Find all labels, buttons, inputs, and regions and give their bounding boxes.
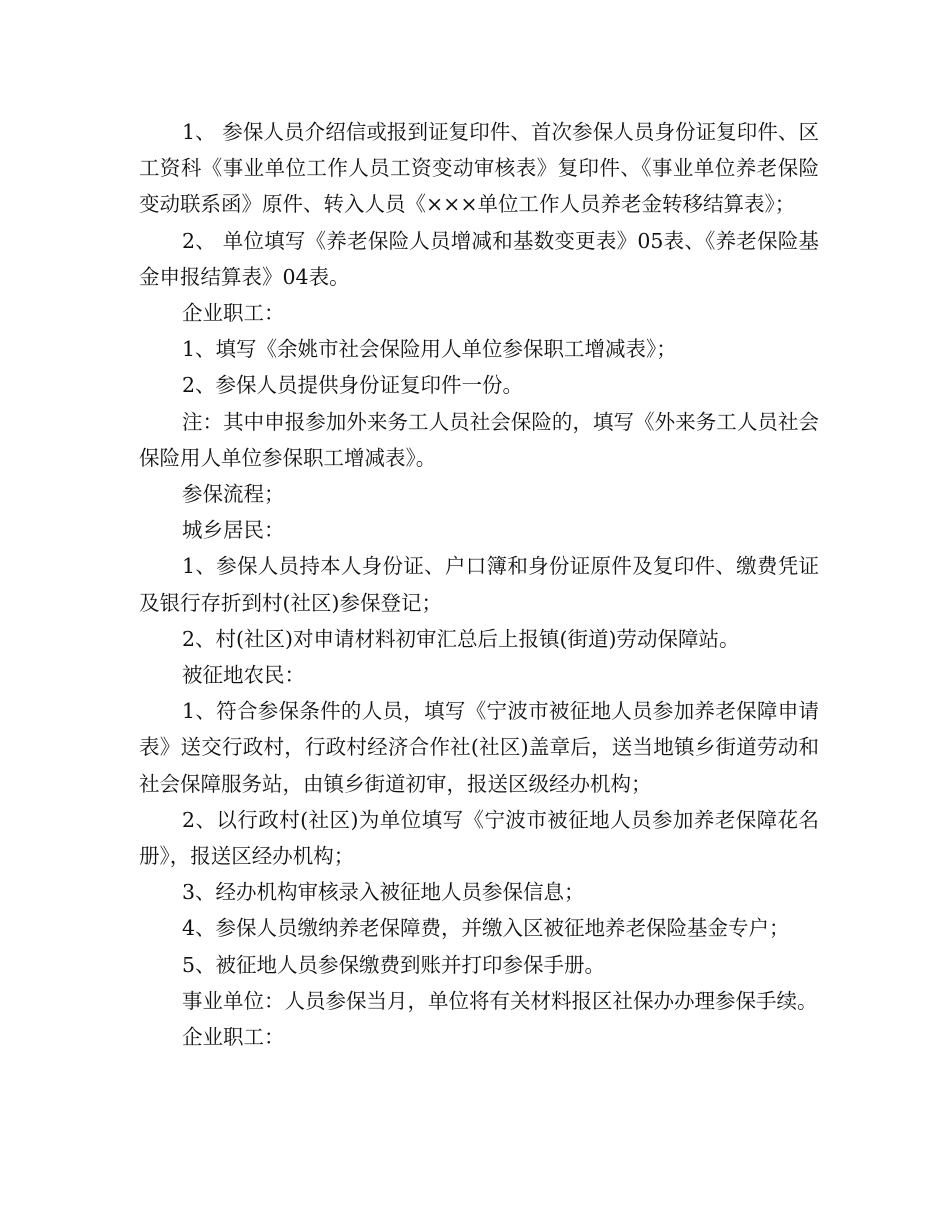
section-heading: 企业职工： [182, 1025, 285, 1050]
paragraph: 1、参保人员持本人身份证、户口簿和身份证原件及复印件、缴费凭证及银行存折到村(社区)参保登记； [139, 554, 819, 615]
section-heading: 企业职工： [182, 301, 285, 326]
paragraph: 3、经办机构审核录入被征地人员参保信息； [182, 880, 585, 905]
paragraph: 4、参保人员缴纳养老保障费，并缴入区被征地养老保险基金专户； [182, 916, 790, 941]
document-body [139, 114, 819, 1055]
note-paragraph: 注：其中申报参加外来务工人员社会保险的，填写《外来务工人员社会保险用人单位参保职工增减表》。 [139, 409, 819, 470]
paragraph: 2、 单位填写《养老保险人员增减和基数变更表》05表、《养老保险基金申报结算表》04表。 [139, 228, 819, 289]
section-heading: 被征地农民： [182, 663, 305, 688]
paragraph: 事业单位：人员参保当月，单位将有关材料报区社保办办理参保手续。 [182, 988, 818, 1013]
paragraph: 1、符合参保条件的人员，填写《宁波市被征地人员参加养老保障申请表》送交行政村，行政村经济合作社(社区)盖章后，送当地镇乡街道劳动和社会保障服务站，由镇乡街道初审，报送区级经办机构； [139, 699, 819, 796]
paragraph: 2、村(社区)对申请材料初审汇总后上报镇(街道)劳动保障站。 [182, 626, 740, 651]
paragraph: 1、填写《余姚市社会保险用人单位参保职工增减表》； [182, 337, 677, 362]
paragraph: 2、参保人员提供身份证复印件一份。 [182, 373, 524, 398]
section-heading: 参保流程； [182, 482, 285, 507]
section-heading: 城乡居民： [182, 518, 285, 543]
paragraph: 2、以行政村(社区)为单位填写《宁波市被征地人员参加养老保障花名册》，报送区经办机构； [139, 807, 819, 869]
paragraph: 1、 参保人员介绍信或报到证复印件、首次参保人员身份证复印件、区工资科《事业单位工作人员工资变动审核表》复印件、《事业单位养老保险变动联系函》原件、转入人员《×××单位工作人员养老金转移结算表》； [139, 120, 819, 217]
paragraph: 5、被征地人员参保缴费到账并打印参保手册。 [182, 952, 606, 977]
